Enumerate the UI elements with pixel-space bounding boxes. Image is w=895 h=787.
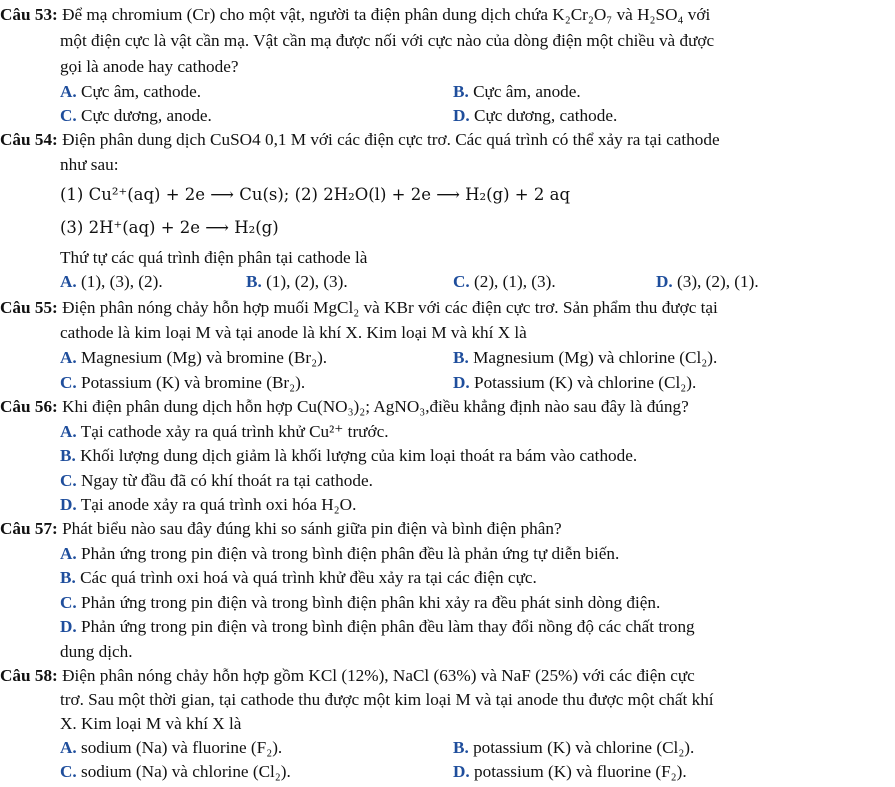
q55-option-b[interactable]: B. Magnesium (Mg) và chlorine (Cl₂). — [453, 348, 718, 367]
q56-option-a[interactable]: A. Tại cathode xảy ra quá trình khử Cu²⁺ trước. — [60, 422, 389, 441]
q53-number: Câu 53: — [0, 5, 58, 24]
q54-option-c[interactable]: C. (2), (1), (3). — [453, 272, 556, 291]
q56-number: Câu 56: — [0, 397, 58, 416]
q54-line1 — [0, 130, 720, 150]
q57-option-d-cont: dung dịch. — [60, 642, 133, 661]
q54-stem-2: như sau: — [60, 155, 119, 174]
q54-number: Câu 54: — [0, 130, 58, 149]
q53-option-d[interactable]: D. Cực dương, cathode. — [453, 106, 618, 125]
q54-stem-3: Thứ tự các quá trình điện phân tại cathode là — [60, 248, 368, 267]
q57-stem-1: Phát biểu nào sau đây đúng khi so sánh giữa pin điện và bình điện phân? — [62, 519, 562, 538]
q57-line1 — [0, 519, 562, 539]
q53-stem-1: Để mạ chromium (Cr) cho một vật, người ta điện phân dung dịch chứa K₂Cr₂O₇ và H₂SO₄ với — [62, 5, 711, 24]
q56-option-b[interactable]: B. Khối lượng dung dịch giảm là khối lượng của kim loại thoát ra bám vào cathode. — [60, 446, 638, 465]
q55-line1 — [0, 298, 718, 318]
q54-equation-1: (1) Cu²⁺(aq) + 2e ⟶ Cu(s); (2) 2H₂O(l) + 2e ⟶ H₂(g) + 2 aq — [60, 185, 571, 204]
q58-stem-3: X. Kim loại M và khí X là — [60, 714, 242, 733]
q55-stem-2: cathode là kim loại M và tại anode là khí X. Kim loại M và khí X là — [60, 323, 527, 342]
q56-line1 — [0, 397, 689, 417]
q54-option-a[interactable]: A. (1), (3), (2). — [60, 272, 163, 291]
q58-stem-1: Điện phân nóng chảy hỗn hợp gồm KCl (12%), NaCl (63%) và NaF (25%) với các điện cực — [62, 666, 695, 685]
q58-option-b[interactable]: B. potassium (K) và chlorine (Cl₂). — [453, 738, 695, 757]
q57-option-d[interactable]: D. Phản ứng trong pin điện và trong bình điện phân đều làm thay đổi nồng độ các chất trong — [60, 617, 695, 636]
q57-option-b[interactable]: B. Các quá trình oxi hoá và quá trình khử đều xảy ra tại các điện cực. — [60, 568, 537, 587]
q57-option-a[interactable]: A. Phản ứng trong pin điện và trong bình điện phân đều là phản ứng tự diễn biến. — [60, 544, 620, 563]
q55-stem-1: Điện phân nóng chảy hỗn hợp muối MgCl₂ và KBr với các điện cực trơ. Sản phẩm thu được tại — [62, 298, 718, 317]
q53-stem-2: một điện cực là vật cần mạ. Vật cần mạ được nối với cực nào của dòng điện một chiều và được — [60, 31, 715, 50]
q56-option-d[interactable]: D. Tại anode xảy ra quá trình oxi hóa H₂O. — [60, 495, 357, 514]
q56-option-c[interactable]: C. Ngay từ đầu đã có khí thoát ra tại cathode. — [60, 471, 373, 490]
q54-option-d[interactable]: D. (3), (2), (1). — [656, 272, 759, 291]
q53-line1 — [0, 5, 710, 25]
q58-option-a[interactable]: A. sodium (Na) và fluorine (F₂). — [60, 738, 283, 757]
q58-line1 — [0, 666, 695, 686]
q56-stem-1: Khi điện phân dung dịch hỗn hợp Cu(NO₃)₂; AgNO₃,điều khẳng định nào sau đây là đúng? — [62, 397, 689, 416]
q55-option-c[interactable]: C. Potassium (K) và bromine (Br₂). — [60, 373, 306, 392]
q58-number: Câu 58: — [0, 666, 58, 685]
q58-option-c[interactable]: C. sodium (Na) và chlorine (Cl₂). — [60, 762, 291, 781]
q53-option-a[interactable]: A. Cực âm, cathode. — [60, 82, 202, 101]
q54-stem-1: Điện phân dung dịch CuSO4 0,1 M với các điện cực trơ. Các quá trình có thể xảy ra tại cathode — [62, 130, 720, 149]
q53-stem-3: gọi là anode hay cathode? — [60, 57, 239, 76]
q54-option-b[interactable]: B. (1), (2), (3). — [246, 272, 348, 291]
q57-option-c[interactable]: C. Phản ứng trong pin điện và trong bình điện phân khi xảy ra đều phát sinh dòng điện. — [60, 593, 661, 612]
q58-option-d[interactable]: D. potassium (K) và fluorine (F₂). — [453, 762, 687, 781]
q53-option-c[interactable]: C. Cực dương, anode. — [60, 106, 212, 125]
q53-option-b[interactable]: B. Cực âm, anode. — [453, 82, 581, 101]
q55-option-d[interactable]: D. Potassium (K) và chlorine (Cl₂). — [453, 373, 697, 392]
q57-number: Câu 57: — [0, 519, 58, 538]
q55-option-a[interactable]: A. Magnesium (Mg) và bromine (Br₂). — [60, 348, 328, 367]
q54-equation-2: (3) 2H⁺(aq) + 2e ⟶ H₂(g) — [60, 218, 279, 237]
q55-number: Câu 55: — [0, 298, 58, 317]
q58-stem-2: trơ. Sau một thời gian, tại cathode thu được một kim loại M và tại anode thu được một chất khí — [60, 690, 714, 709]
